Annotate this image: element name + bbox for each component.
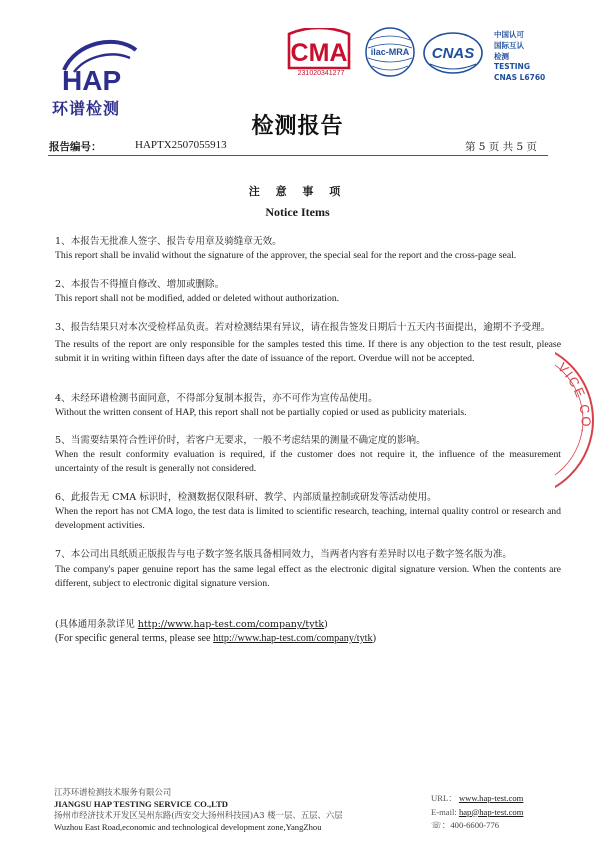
accreditation-line: CNAS L6760 [494, 73, 546, 83]
company-seal [555, 340, 595, 500]
terms-link[interactable]: http://www.hap-test.com/company/tytk [213, 633, 373, 644]
seal-text: VICE CO. [555, 359, 594, 436]
ilac-mra-logo [364, 26, 416, 78]
notice-item-en: Without the written consent of HAP, this report shall not be partially copied or used as publicity materials. [55, 407, 467, 418]
footer-phone-row [431, 819, 523, 833]
cnas-logo-text: CNAS [431, 45, 475, 62]
svg-text:VICE CO. [555, 360, 594, 436]
notice-item-en: When the report has not CMA logo, the test data is limited to scientific research, teaching, internal quality control or research and development activities. [55, 506, 561, 531]
cma-number: 231020341277 [297, 70, 345, 77]
hap-logo-chinese: 环谱检测 [52, 99, 121, 118]
footer-email-row [431, 806, 523, 820]
footer-company-info [54, 787, 343, 833]
terms-line-en [55, 632, 561, 646]
email-label: E-mail: [431, 806, 457, 817]
phone-icon: ☏ [431, 820, 442, 830]
terms-prefix: (具体通用条款详见 [55, 619, 138, 630]
report-number-label: 报告编号： [49, 141, 102, 153]
notice-item-2 [55, 277, 561, 306]
cnas-logo [422, 30, 484, 76]
accreditation-text [494, 30, 545, 84]
notice-item-cn: 5、当需要结果符合性评价时，若客户无要求，一般不考虑结果的测量不确定度的影响。 [55, 435, 426, 446]
hap-logo-text: HAP [62, 65, 122, 96]
footer-address-cn: 扬州市经济技术开发区吴州东路(西安交大扬州科技园)A3 楼一层、五层、六层 [54, 810, 343, 821]
general-terms [55, 618, 561, 646]
cma-logo-text: CMA [290, 39, 348, 67]
notice-item-en: When the result conformity evaluation is required, if the customer does not require it, the influence of the measurement uncertainty of the result is generally not considered. [55, 449, 561, 474]
notice-item-cn: 7、本公司出具纸质正版报告与电子数字签名版具备相同效力，当两者内容有差异时以电子数字签名版为准。 [55, 549, 513, 560]
notice-item-en: The results of the report are only responsible for the samples tested this time. If there is any objection to the test result, please submit it in writing within fifteen days after the date of issuance of the report. Overdue will not be accepted. [55, 339, 561, 364]
notice-item-5 [55, 433, 561, 476]
notice-item-en: This report shall be invalid without the signature of the approver, the special seal for the report and the cross-page seal. [55, 250, 517, 261]
notice-item-cn: 1、本报告无批准人签字、报告专用章及骑缝章无效。 [55, 236, 282, 247]
header-divider [48, 155, 548, 156]
footer-contact [431, 792, 523, 833]
notice-item-cn: 6、此报告无 CMA 标识时，检测数据仅限科研、教学、内部质量控制或研发等活动使用。 [55, 492, 437, 503]
footer-phone: ：400-6600-776 [441, 820, 500, 830]
notice-item-en: The company's paper genuine report has the same legal effect as the electronic digital signature version. When the contents are different, subject to electronic digital signature version. [55, 564, 561, 589]
footer-url-row [431, 792, 523, 806]
accreditation-line: 检测 [494, 51, 509, 61]
accreditation-line: 国际互认 [494, 40, 524, 50]
notice-item-3 [55, 320, 561, 366]
footer-company-en: JIANGSU HAP TESTING SERVICE CO.,LTD [54, 798, 229, 809]
notice-item-1 [55, 234, 561, 263]
accreditation-line: TESTING [494, 62, 530, 72]
terms-suffix: ) [324, 619, 328, 630]
page-info: 第 5 页 共 5 页 [464, 141, 537, 153]
notice-item-cn: 3、报告结果只对本次受检样品负责。若对检测结果有异议，请在报告签发日期后十五天内书面提出，逾期不予受理。 [55, 322, 551, 333]
notice-title-en: Notice Items [265, 205, 330, 219]
document-title: 检测报告 [251, 113, 344, 139]
notice-item-cn: 4、未经环谱检测书面同意，不得部分复制本报告，亦不可作为宣传品使用。 [55, 393, 378, 404]
notice-title-cn: 注 意 事 项 [248, 185, 347, 198]
footer-company-cn: 江苏环谱检测技术服务有限公司 [54, 787, 172, 797]
cma-logo [283, 28, 355, 86]
terms-line-cn [55, 618, 561, 632]
terms-prefix: (For specific general terms, please see [55, 633, 214, 644]
footer-address-en: Wuzhou East Road,economic and technological development zone,YangZhou [54, 821, 322, 832]
footer-email-link[interactable]: hap@hap-test.com [458, 806, 524, 817]
accreditation-line: 中国认可 [494, 30, 524, 39]
notice-item-4 [55, 391, 561, 420]
ilac-logo-text: ilac-MRA [370, 47, 410, 57]
notice-item-6 [55, 490, 561, 533]
notice-item-cn: 2、本报告不得擅自修改、增加或删除。 [55, 279, 225, 290]
terms-suffix: ) [372, 633, 377, 644]
url-label: URL： [431, 793, 457, 803]
terms-link[interactable]: http://www.hap-test.com/company/tytk [137, 619, 325, 630]
notice-item-en: This report shall not be modified, added or deleted without authorization. [55, 293, 340, 304]
footer-url-link[interactable]: www.hap-test.com [458, 793, 524, 803]
notice-item-7 [55, 547, 561, 591]
report-number-value: HAPTX2507055913 [135, 139, 227, 151]
